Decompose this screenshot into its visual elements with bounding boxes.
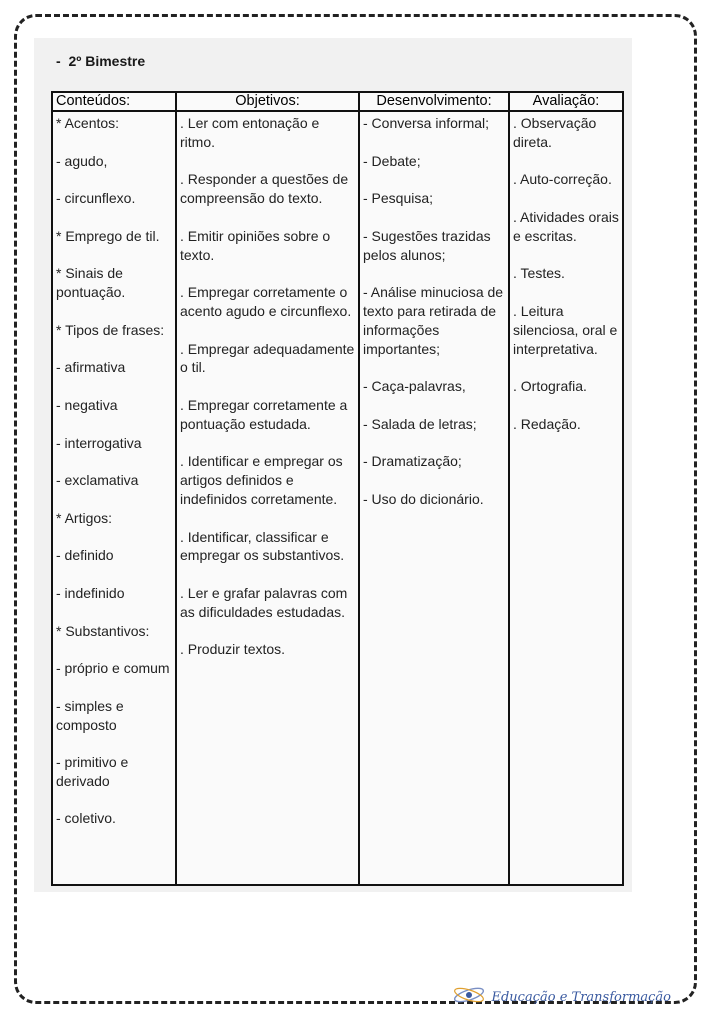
item-spacer	[56, 302, 172, 321]
list-item: - primitivo e derivado	[56, 754, 129, 789]
item-spacer	[180, 264, 355, 283]
list-item: - Caça-palavras,	[363, 378, 466, 395]
item-spacer	[56, 734, 172, 753]
item-spacer	[180, 509, 355, 528]
list-item: - Dramatização;	[363, 453, 462, 470]
list-item: - Análise minuciosa de texto para retirada de informações importantes;	[363, 284, 504, 357]
table-header-row	[52, 92, 623, 111]
column-desenvolvimento	[359, 111, 509, 885]
list-item: . Empregar adequadamente o til.	[180, 340, 355, 376]
table-body-row	[52, 111, 623, 885]
list-item: . Atividades orais e escritas.	[513, 208, 619, 244]
item-spacer	[56, 246, 172, 265]
brand-footer	[452, 985, 672, 1009]
column-objetivos	[176, 111, 359, 885]
item-spacer	[513, 246, 619, 265]
list-item: . Ler e grafar palavras com as dificuldades estudadas.	[180, 584, 348, 620]
item-spacer	[363, 471, 505, 490]
list-item: . Testes.	[513, 265, 565, 282]
header-conteudos: Conteúdos:	[52, 92, 176, 111]
list-item: . Redação.	[513, 415, 581, 432]
item-spacer	[180, 208, 355, 227]
item-spacer	[363, 208, 505, 227]
item-spacer	[180, 377, 355, 396]
orbit-logo-icon	[452, 985, 486, 1009]
item-spacer	[363, 133, 505, 152]
list-item: * Substantivos:	[56, 622, 150, 639]
list-item: * Emprego de til.	[56, 227, 160, 244]
item-spacer	[56, 133, 172, 152]
list-item: * Sinais de pontuação.	[56, 265, 126, 301]
list-item: . Observação direta.	[513, 115, 597, 150]
item-spacer	[56, 377, 172, 396]
item-spacer	[56, 678, 172, 697]
list-item: - afirmativa	[56, 359, 126, 376]
list-item: - exclamativa	[56, 472, 139, 489]
item-spacer	[363, 358, 505, 377]
list-item: . Ler com entonação e ritmo.	[180, 115, 320, 150]
item-spacer	[180, 622, 355, 641]
item-spacer	[513, 189, 619, 208]
item-spacer	[56, 452, 172, 471]
list-item: . Identificar e empregar os artigos definidos e indefinidos corretamente.	[180, 453, 343, 507]
column-conteudos	[52, 111, 176, 885]
list-item: . Ortografia.	[513, 378, 587, 395]
list-item: - Debate;	[363, 152, 421, 169]
list-item: . Empregar corretamente o acento agudo e circunflexo.	[180, 284, 352, 319]
list-item: - interrogativa	[56, 434, 142, 451]
list-item: - Sugestões trazidas pelos alunos;	[363, 227, 491, 263]
item-spacer	[513, 283, 619, 302]
list-item: - negativa	[56, 396, 118, 413]
header-desenvolvimento: Desenvolvimento:	[359, 92, 509, 111]
item-spacer	[56, 415, 172, 434]
list-item: - Salada de letras;	[363, 415, 477, 432]
item-spacer	[56, 603, 172, 622]
item-spacer	[56, 791, 172, 810]
item-spacer	[56, 340, 172, 359]
item-spacer	[56, 170, 172, 189]
item-spacer	[56, 565, 172, 584]
item-spacer	[363, 434, 505, 453]
list-item: - Uso do dicionário.	[363, 490, 484, 507]
list-item: . Auto-correção.	[513, 171, 612, 188]
item-spacer	[56, 490, 172, 509]
brand-name: Educação e Transformação	[491, 989, 671, 1005]
list-item: - Conversa informal;	[363, 115, 490, 131]
list-item: - definido	[56, 547, 114, 564]
item-spacer	[180, 565, 355, 584]
list-item: . Responder a questões de compreensão do texto.	[180, 171, 349, 207]
list-item: . Leitura silenciosa, oral e interpretativa.	[513, 302, 618, 357]
bimester-heading: - 2º Bimestre	[56, 53, 146, 69]
item-spacer	[180, 434, 355, 453]
list-item: - agudo,	[56, 152, 108, 169]
item-spacer	[56, 528, 172, 547]
header-objetivos: Objetivos:	[176, 92, 359, 111]
list-item: . Empregar corretamente a pontuação estudada.	[180, 396, 348, 432]
item-spacer	[363, 170, 505, 189]
item-spacer	[56, 640, 172, 659]
item-spacer	[513, 152, 619, 171]
list-item: . Produzir textos.	[180, 641, 286, 658]
item-spacer	[180, 152, 355, 171]
lesson-plan-table	[51, 91, 624, 886]
list-item: . Identificar, classificar e empregar os substantivos.	[180, 528, 345, 564]
header-avaliacao: Avaliação:	[509, 92, 623, 111]
item-spacer	[363, 264, 505, 283]
list-item: * Tipos de frases:	[56, 321, 165, 338]
list-item: - circunflexo.	[56, 190, 136, 207]
list-item: * Artigos:	[56, 509, 113, 526]
list-item: - Pesquisa;	[363, 190, 434, 207]
list-item: . Emitir opiniões sobre o texto.	[180, 227, 331, 263]
list-item: - simples e composto	[56, 697, 124, 733]
item-spacer	[513, 358, 619, 377]
item-spacer	[513, 396, 619, 415]
list-item: * Acentos:	[56, 115, 120, 131]
list-item: - próprio e comum	[56, 660, 170, 677]
item-spacer	[180, 321, 355, 340]
column-avaliacao	[509, 111, 623, 885]
item-spacer	[56, 208, 172, 227]
list-item: - indefinido	[56, 584, 125, 601]
item-spacer	[363, 396, 505, 415]
list-item: - coletivo.	[56, 810, 116, 827]
